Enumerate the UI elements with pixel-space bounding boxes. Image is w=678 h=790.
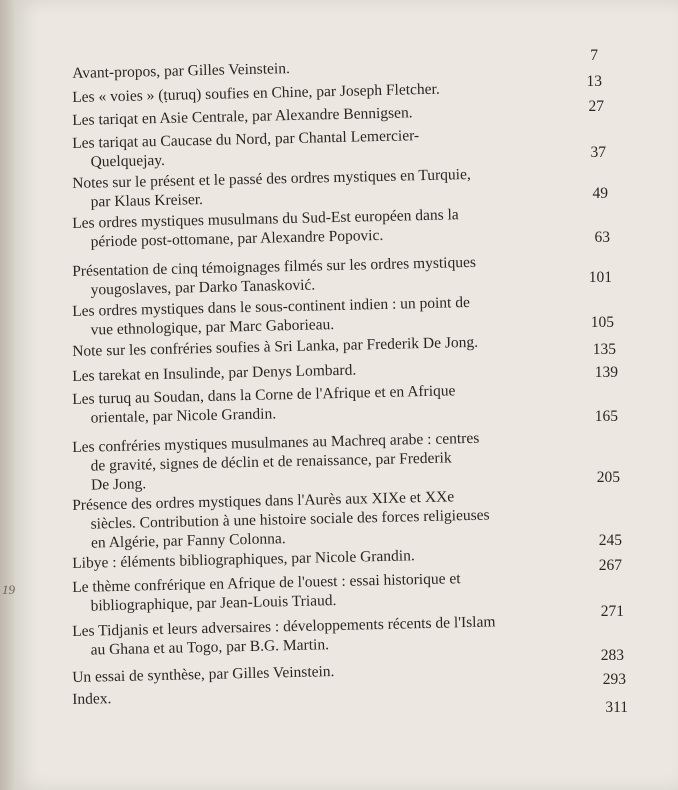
toc-page-number: 27 xyxy=(588,98,604,115)
toc-page-number: 37 xyxy=(590,144,606,161)
book-page xyxy=(14,0,678,790)
toc-entry-line: Présence des ordres mystiques dans l'Aurès aux XIXe et XXe xyxy=(72,488,455,514)
toc-entry-line: Un essai de synthèse, par Gilles Veinstein. xyxy=(72,663,335,686)
toc-entry-line: Index. xyxy=(72,690,112,708)
toc-page-number: 205 xyxy=(596,469,620,486)
toc-entry-line: Les ordres mystiques musulmans du Sud-Est européen dans la xyxy=(72,206,459,232)
toc-entry-line: Les tariqat au Caucase du Nord, par Chantal Lemercier- xyxy=(72,127,420,152)
toc-page-number: 245 xyxy=(598,532,622,549)
toc-entry xyxy=(72,486,533,553)
toc-page-number: 139 xyxy=(594,364,618,381)
toc-entry-line: par Klaus Kreiser. xyxy=(90,191,204,211)
toc-entry-line: Avant-propos, par Gilles Veinstein. xyxy=(72,60,291,82)
toc-entry-line: Les turuq au Soudan, dans la Corne de l'Afrique et en Afrique xyxy=(72,382,456,408)
toc-entry xyxy=(72,204,533,252)
toc-entry-line: Note sur les confréries soufies à Sri Lanka, par Frederik De Jong. xyxy=(72,333,479,360)
toc-entry-line: siècles. Contribution à une histoire sociale des forces religieuses xyxy=(90,506,490,533)
toc-entry-line: Les « voies » (ṭuruq) soufies en Chine, par Joseph Fletcher. xyxy=(72,80,440,106)
toc-entry-line: Notes sur le présent et le passé des ordres mystiques en Turquie, xyxy=(72,165,471,192)
toc-page-number: 13 xyxy=(586,73,602,90)
toc-entry-line: en Algérie, par Fanny Colonna. xyxy=(90,530,286,552)
toc-entry-line: Les tariqat en Asie Centrale, par Alexandre Bennigsen. xyxy=(72,104,413,129)
toc-page-number: 165 xyxy=(594,408,618,425)
toc-entry-line: yougoslaves, par Darko Tanasković. xyxy=(90,276,316,299)
toc-page-number: 267 xyxy=(598,557,622,574)
toc-entry-line: De Jong. xyxy=(90,475,147,494)
toc-entry-line: Libye : éléments bibliographiques, par Nicole Grandin. xyxy=(72,547,415,572)
toc-entry-line: vue ethnologique, par Marc Gaborieau. xyxy=(90,316,335,339)
toc-entry-line: orientale, par Nicole Grandin. xyxy=(90,405,277,427)
toc-page-number: 311 xyxy=(605,699,628,716)
toc-page-number: 271 xyxy=(600,603,624,620)
toc-entry-line: Les ordres mystiques dans le sous-continent indien : un point de xyxy=(72,293,471,320)
toc-entry-line: Quelquejay. xyxy=(90,151,166,171)
toc-page-number: 101 xyxy=(588,269,612,286)
toc-page-number: 293 xyxy=(602,671,626,688)
toc-entry xyxy=(72,568,533,616)
toc-entry xyxy=(72,380,533,428)
toc-page-number: 63 xyxy=(594,229,610,246)
toc-entry-line: de gravité, signes de déclin et de renaissance, par Frederik xyxy=(90,449,452,475)
toc-entry-line: Présentation de cinq témoignages filmés sur les ordres mystiques xyxy=(72,253,477,280)
toc-page-number: 135 xyxy=(592,341,616,358)
toc-page-number: 105 xyxy=(590,314,614,331)
toc-entry-line: Les Tidjanis et leurs adversaires : développements récents de l'Islam xyxy=(72,613,496,640)
toc-entry-line: période post-ottomane, par Alexandre Popovic. xyxy=(90,226,384,251)
toc-entry-line: bibliographique, par Jean-Louis Triaud. xyxy=(90,592,337,615)
toc-entry xyxy=(72,612,533,660)
toc-entry-line: Le thème confrérique en Afrique de l'ouest : essai historique et xyxy=(72,570,461,596)
toc-entry-line: Les tarekat en Insulinde, par Denys Lombard. xyxy=(72,361,357,385)
toc-page-number: 283 xyxy=(600,647,624,664)
toc-page-number: 7 xyxy=(590,47,598,64)
table-of-contents xyxy=(14,0,678,790)
toc-entry-line: Les confréries mystiques musulmanes au Machreq arabe : centres xyxy=(72,429,480,456)
toc-entry-line: au Ghana et au Togo, par B.G. Martin. xyxy=(90,636,330,659)
toc-page-number: 49 xyxy=(592,185,608,202)
toc-entry xyxy=(72,428,533,495)
margin-annotation: 19 xyxy=(2,582,15,597)
